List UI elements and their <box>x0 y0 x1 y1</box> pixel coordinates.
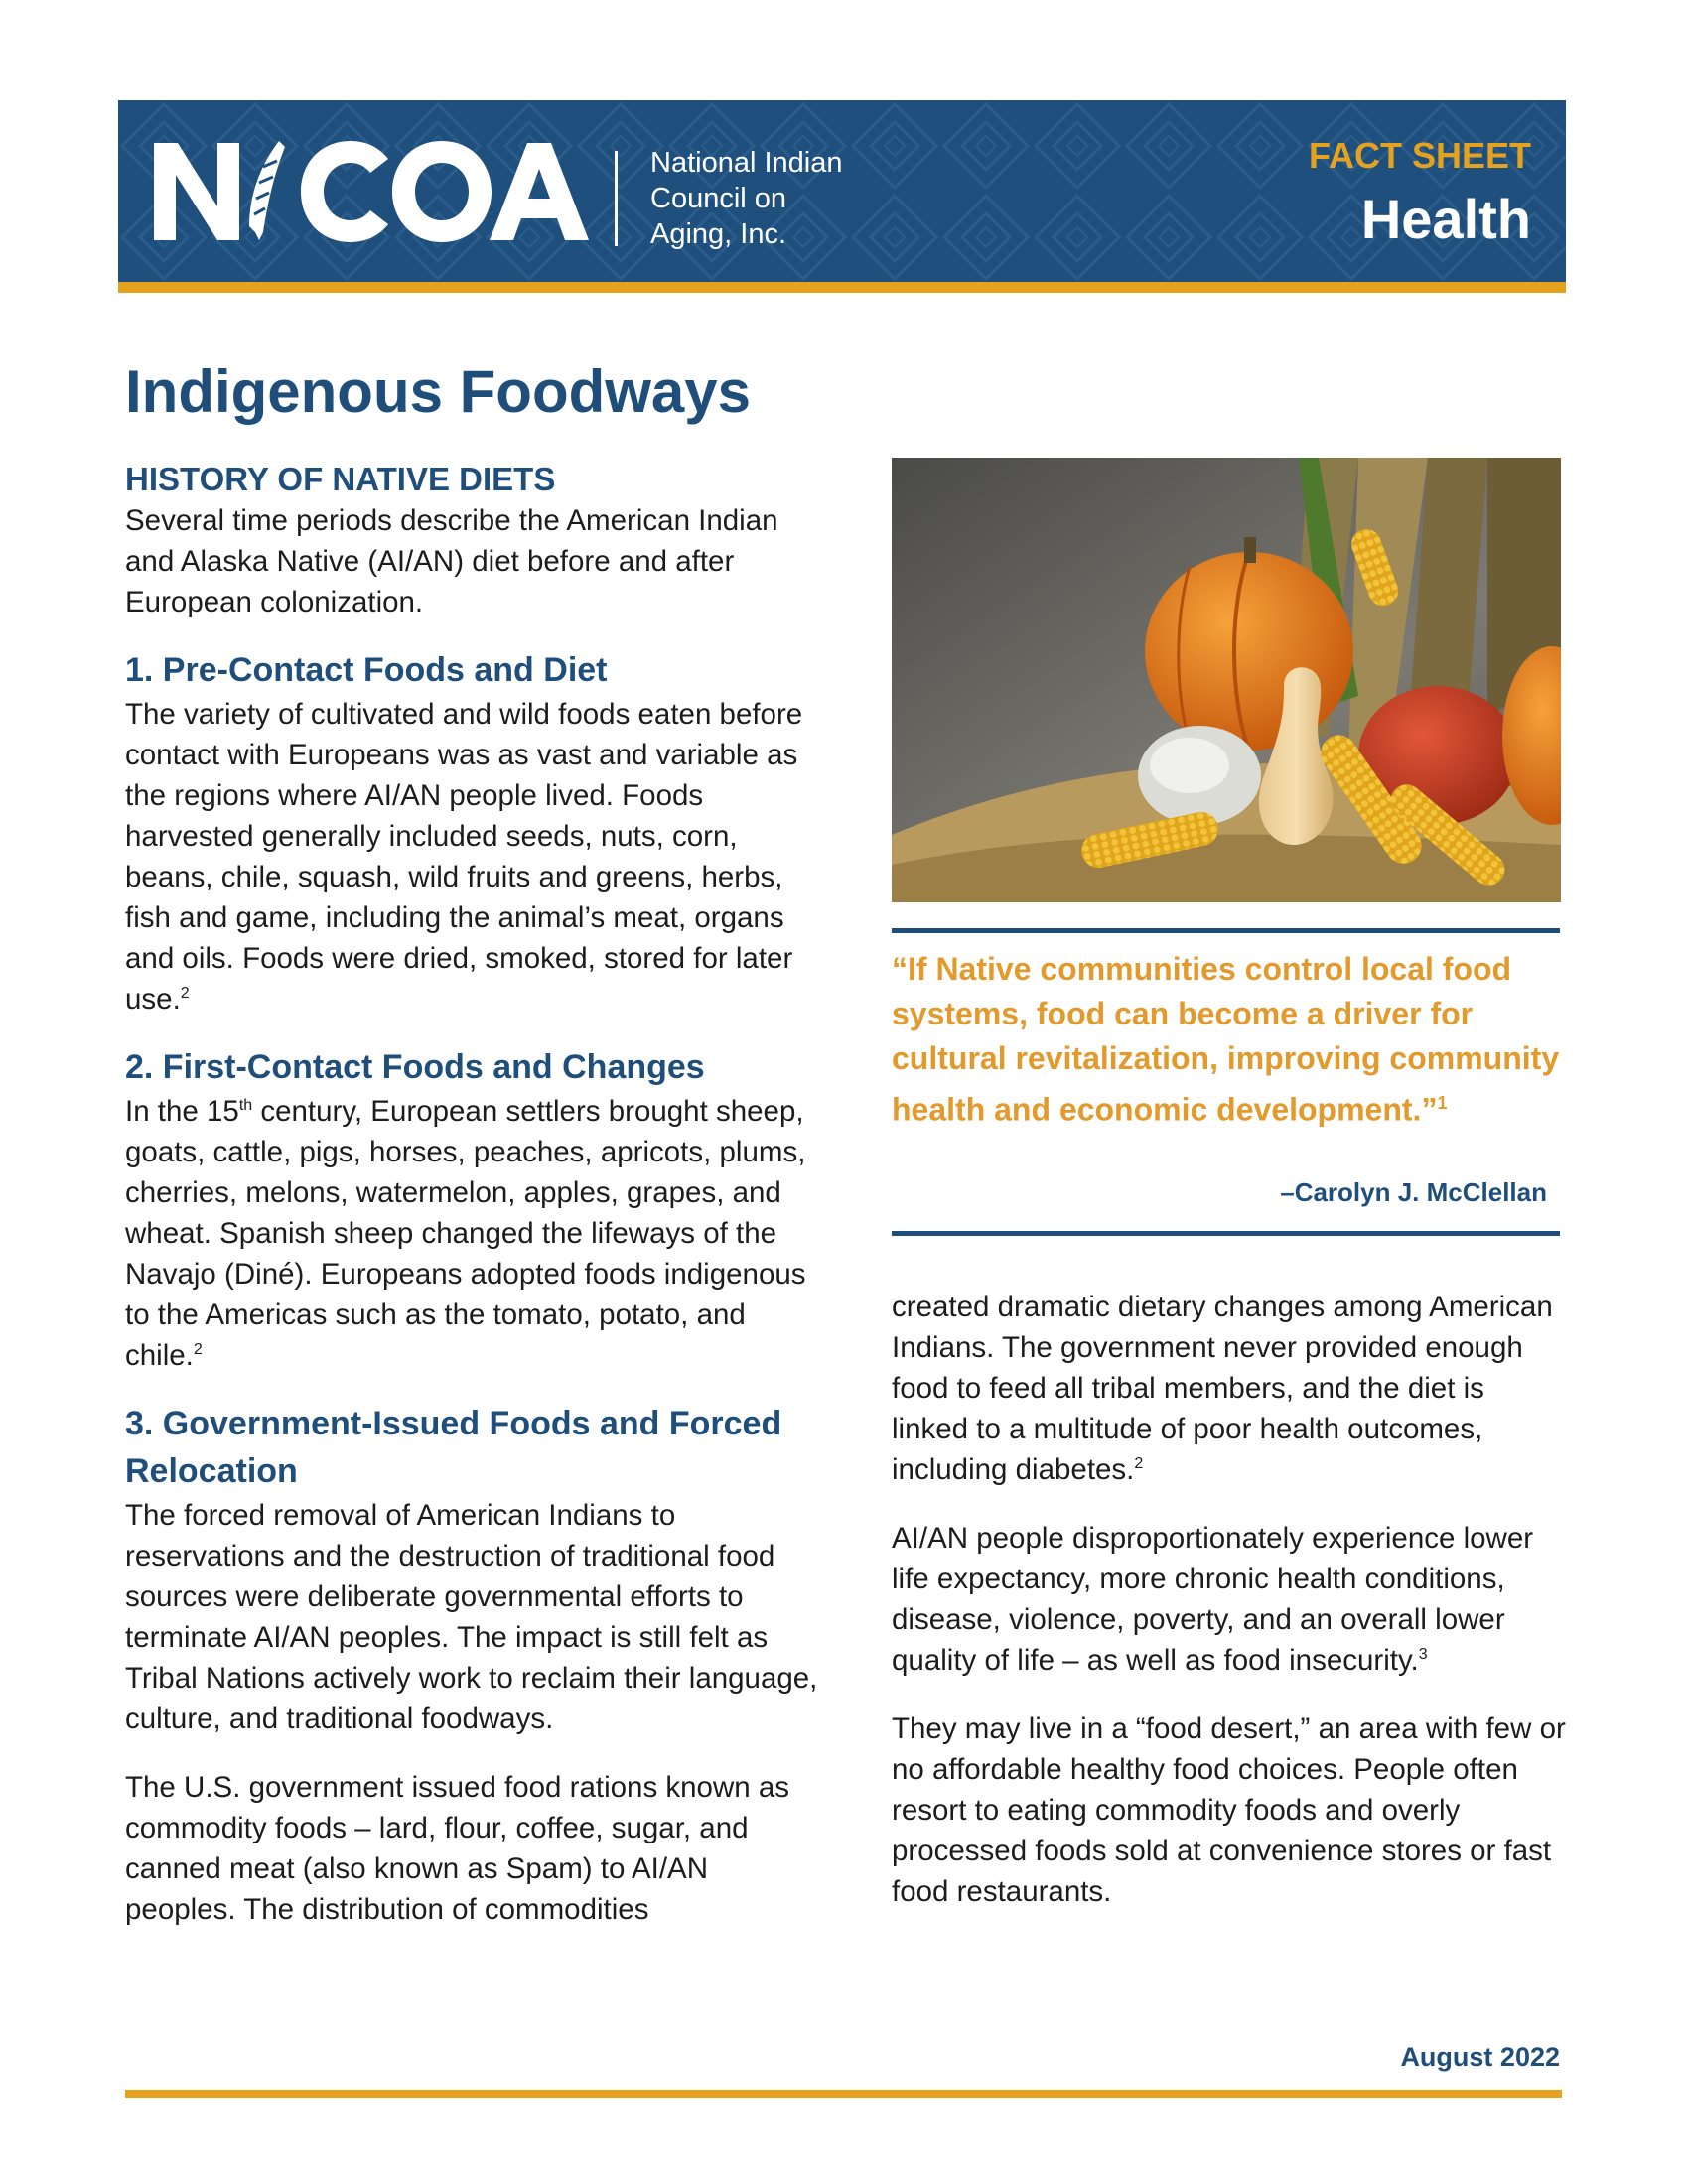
left-column <box>125 459 820 1930</box>
publication-date: August 2022 <box>1400 2042 1560 2072</box>
footnote-ref: 2 <box>180 985 190 1003</box>
org-name-line-1: National Indian <box>650 147 843 179</box>
quote-rule-top <box>892 928 1560 933</box>
footnote-ref: 1 <box>1437 1093 1448 1113</box>
government-para-1: The forced removal of American Indians to reservations and the destruction of traditional food sources were deliberate governmental efforts to terminate AI/AN peoples. The impact is still felt as Tribal Nations actively work to reclaim their language, culture, and traditional foodways. <box>125 1499 818 1735</box>
first-contact-body-end: century, European settlers brought sheep, goats, cattle, pigs, horses, peaches, apricots, plums, cherries, melons, watermelon, apples, grapes, and wheat. Spanish sheep changed the lifeways of the Navajo (Diné). Europeans adopted foods indigenous to the Americas such as the tomato, potato, and chile. <box>125 1095 806 1372</box>
quote-author: –Carolyn J. McClellan <box>1280 1177 1547 1207</box>
footer-rule <box>125 2090 1562 2098</box>
banner-accent-stripe <box>118 282 1566 293</box>
quote-rule-bottom <box>892 1231 1560 1236</box>
ordinal-suffix: th <box>238 1097 253 1115</box>
right-para-1 <box>892 1287 1567 1490</box>
history-heading: HISTORY OF NATIVE DIETS <box>125 461 556 497</box>
org-name-line-2: Council on <box>650 183 787 214</box>
logo-wordmark-graphic <box>152 137 589 246</box>
harvest-photo <box>892 458 1561 902</box>
government-heading: 3. Government-Issued Foods and Forced Relocation <box>125 1405 782 1490</box>
right-para-1-body: created dramatic dietary changes among American Indians. The government never provided enough food to feed all tribal members, and the diet is linked to a multitude of poor health outcomes, including diabetes. <box>892 1291 1553 1486</box>
footnote-ref: 2 <box>1134 1455 1144 1473</box>
right-para-3: They may live in a “food desert,” an area with few or no affordable healthy food choices. People often resort to eating commodity foods and overly processed foods sold at convenience stores or fast food restaurants. <box>892 1712 1566 1908</box>
pull-quote <box>892 947 1567 1133</box>
fact-sheet-label: FACT SHEET <box>1308 135 1531 176</box>
footnote-ref: 3 <box>1418 1646 1428 1664</box>
fact-sheet-topic: Health <box>1360 188 1531 250</box>
pre-contact-text <box>125 694 820 1020</box>
footnote-ref: 2 <box>193 1341 203 1359</box>
pull-quote-text: “If Native communities control local food systems, food can become a driver for cultural revitalization, improving community health and economic development.” <box>892 951 1560 1128</box>
pre-contact-body: The variety of cultivated and wild foods eaten before contact with Europeans was as vast and variable as the regions where AI/AN people lived. Foods harvested generally included seeds, nuts, corn, beans, chile, squash, wild fruits and greens, herbs, fish and game, including the animal’s meat, organs and oils. Foods were dried, smoked, stored for later use. <box>125 698 803 1016</box>
org-name <box>650 145 909 252</box>
government-para-2: The U.S. government issued food rations known as commodity foods – lard, flour, coffee, sugar, and canned meat (also known as Spam) to AI/AN peoples. The distribution of commodities <box>125 1771 790 1926</box>
nicoa-logo <box>152 137 589 246</box>
history-intro: Several time periods describe the American Indian and Alaska Native (AI/AN) diet before and after European colonization. <box>125 504 778 618</box>
right-para-2-body: AI/AN people disproportionately experience lower life expectancy, more chronic health conditions, disease, violence, poverty, and an overall lower quality of life – as well as food insecurity. <box>892 1522 1534 1677</box>
org-name-line-3: Aging, Inc. <box>650 218 787 250</box>
right-column <box>892 1287 1567 1912</box>
harvest-illustration <box>892 458 1561 902</box>
logo-divider <box>615 151 618 246</box>
page-title: Indigenous Foodways <box>125 358 752 425</box>
first-contact-body-start: In the 15 <box>125 1095 239 1128</box>
pre-contact-heading: 1. Pre-Contact Foods and Diet <box>125 651 608 689</box>
right-para-2 <box>892 1518 1567 1681</box>
first-contact-heading: 2. First-Contact Foods and Changes <box>125 1048 705 1086</box>
first-contact-text <box>125 1091 820 1376</box>
